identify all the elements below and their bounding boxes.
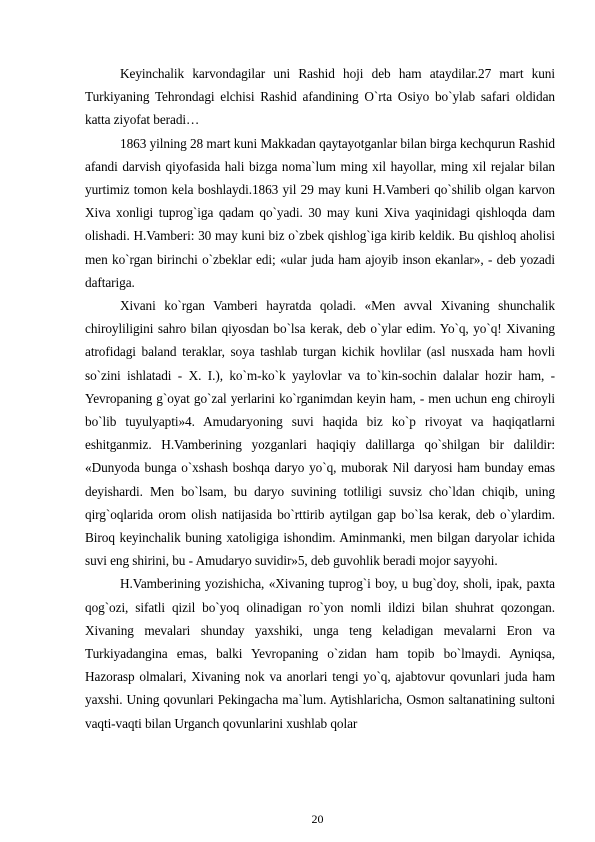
paragraph-2: 1863 yilning 28 mart kuni Makkadan qaytayotganlar bilan birga kechqurun Rashid afandi darvish qiyofasida hali bizga noma`lum ming xil hayollar, ming xil rejalar bilan yurtimiz tomon kela boshlaydi.1863 yil 29 may kuni H.Vamberi qo`shilib olgan karvon Xiva xonligi tuprog`iga qadam qo`yadi. 30 may kuni Xiva yaqinidagi qishloqda dam olishadi. H.Vamberi: 30 may kuni biz o`zbek qishlog`iga kirib keldik. Bu qishloq aholisi men ko`rgan birinchi o`zbeklar edi; «ular juda ham ajoyib inson ekanlar», - deb yozadi daftariga. [85,135,555,290]
page-number: 20 [311,812,324,826]
document-body [85,62,555,735]
paragraph-1: Keyinchalik karvondagilar uni Rashid hoji deb ham ataydilar.27 mart kuni Turkiyaning Tehrondagi elchisi Rashid afandining O`rta Osiyo bo`ylab safari oldidan katta ziyofat beradi… [85,66,555,128]
paragraph-4: H.Vamberining yozishicha, «Xivaning tuprog`i boy, u bug`doy, sholi, ipak, paxta qog`ozi, sifatli qizil bo`yoq olinadigan ro`yon nomli ildizi bilan shuhrat qozongan. Xivaning mevalari shunday yaxshiki, unga teng keladigan mevalarni Eron va Turkiyadangina emas, balki Yevropaning o`zidan ham topib bo`lmaydi. Ayniqsa, Hazorasp olmalari, Xivaning nok va anorlari tengi yo`q, ajabtovur qovunlari juda ham yaxshi. Uning qovunlari Pekingacha ma`lum. Aytishlaricha, Osmon saltanatining sultoni vaqti-vaqti bilan Urganch qovunlarini xushlab qolar [85,576,555,731]
paragraph-3: Xivani ko`rgan Vamberi hayratda qoladi. «Men avval Xivaning shunchalik chiroyliligini sahro bilan qiyosdan bo`lsa kerak, deb o`ylar edim. Yo`q, yo`q! Xivaning atrofidagi baland teraklar, soya tashlab turgan kichik hovlilar (asl nusxada ham hovli so`zini ishlatadi - X. I.), ko`m-ko`k yaylovlar va to`kin-sochin dalalar hozir ham, - Yevropaning g`oyat go`zal yerlarini ko`rganimdan keyin ham, - men uchun eng chiroyli bo`lib tuyulyapti»4. Amudaryoning suvi haqida biz ko`p rivoyat va haqiqatlarni eshitganmiz. H.Vamberining yozganlari haqiqiy dalillarga qo`shilgan bir dalildir: «Dunyoda bunga o`xshash boshqa daryo yo`q, muborak Nil daryosi ham bunday emas deyishardi. Men bo`lsam, bu daryo suvining totliligi suvsiz cho`ldan chiqib, uning qirg`oqlarida orom olish natijasida bo`rttirib aytilgan gap bo`lsa kerak, deb o`ylardim. Biroq keyinchalik buning xatoligiga ishondim. Aminmanki, men bilgan daryolar ichida suvi eng shirini, bu - Amudaryo suvidir»5, deb guvohlik beradi mojor sayyohi. [85,298,555,569]
